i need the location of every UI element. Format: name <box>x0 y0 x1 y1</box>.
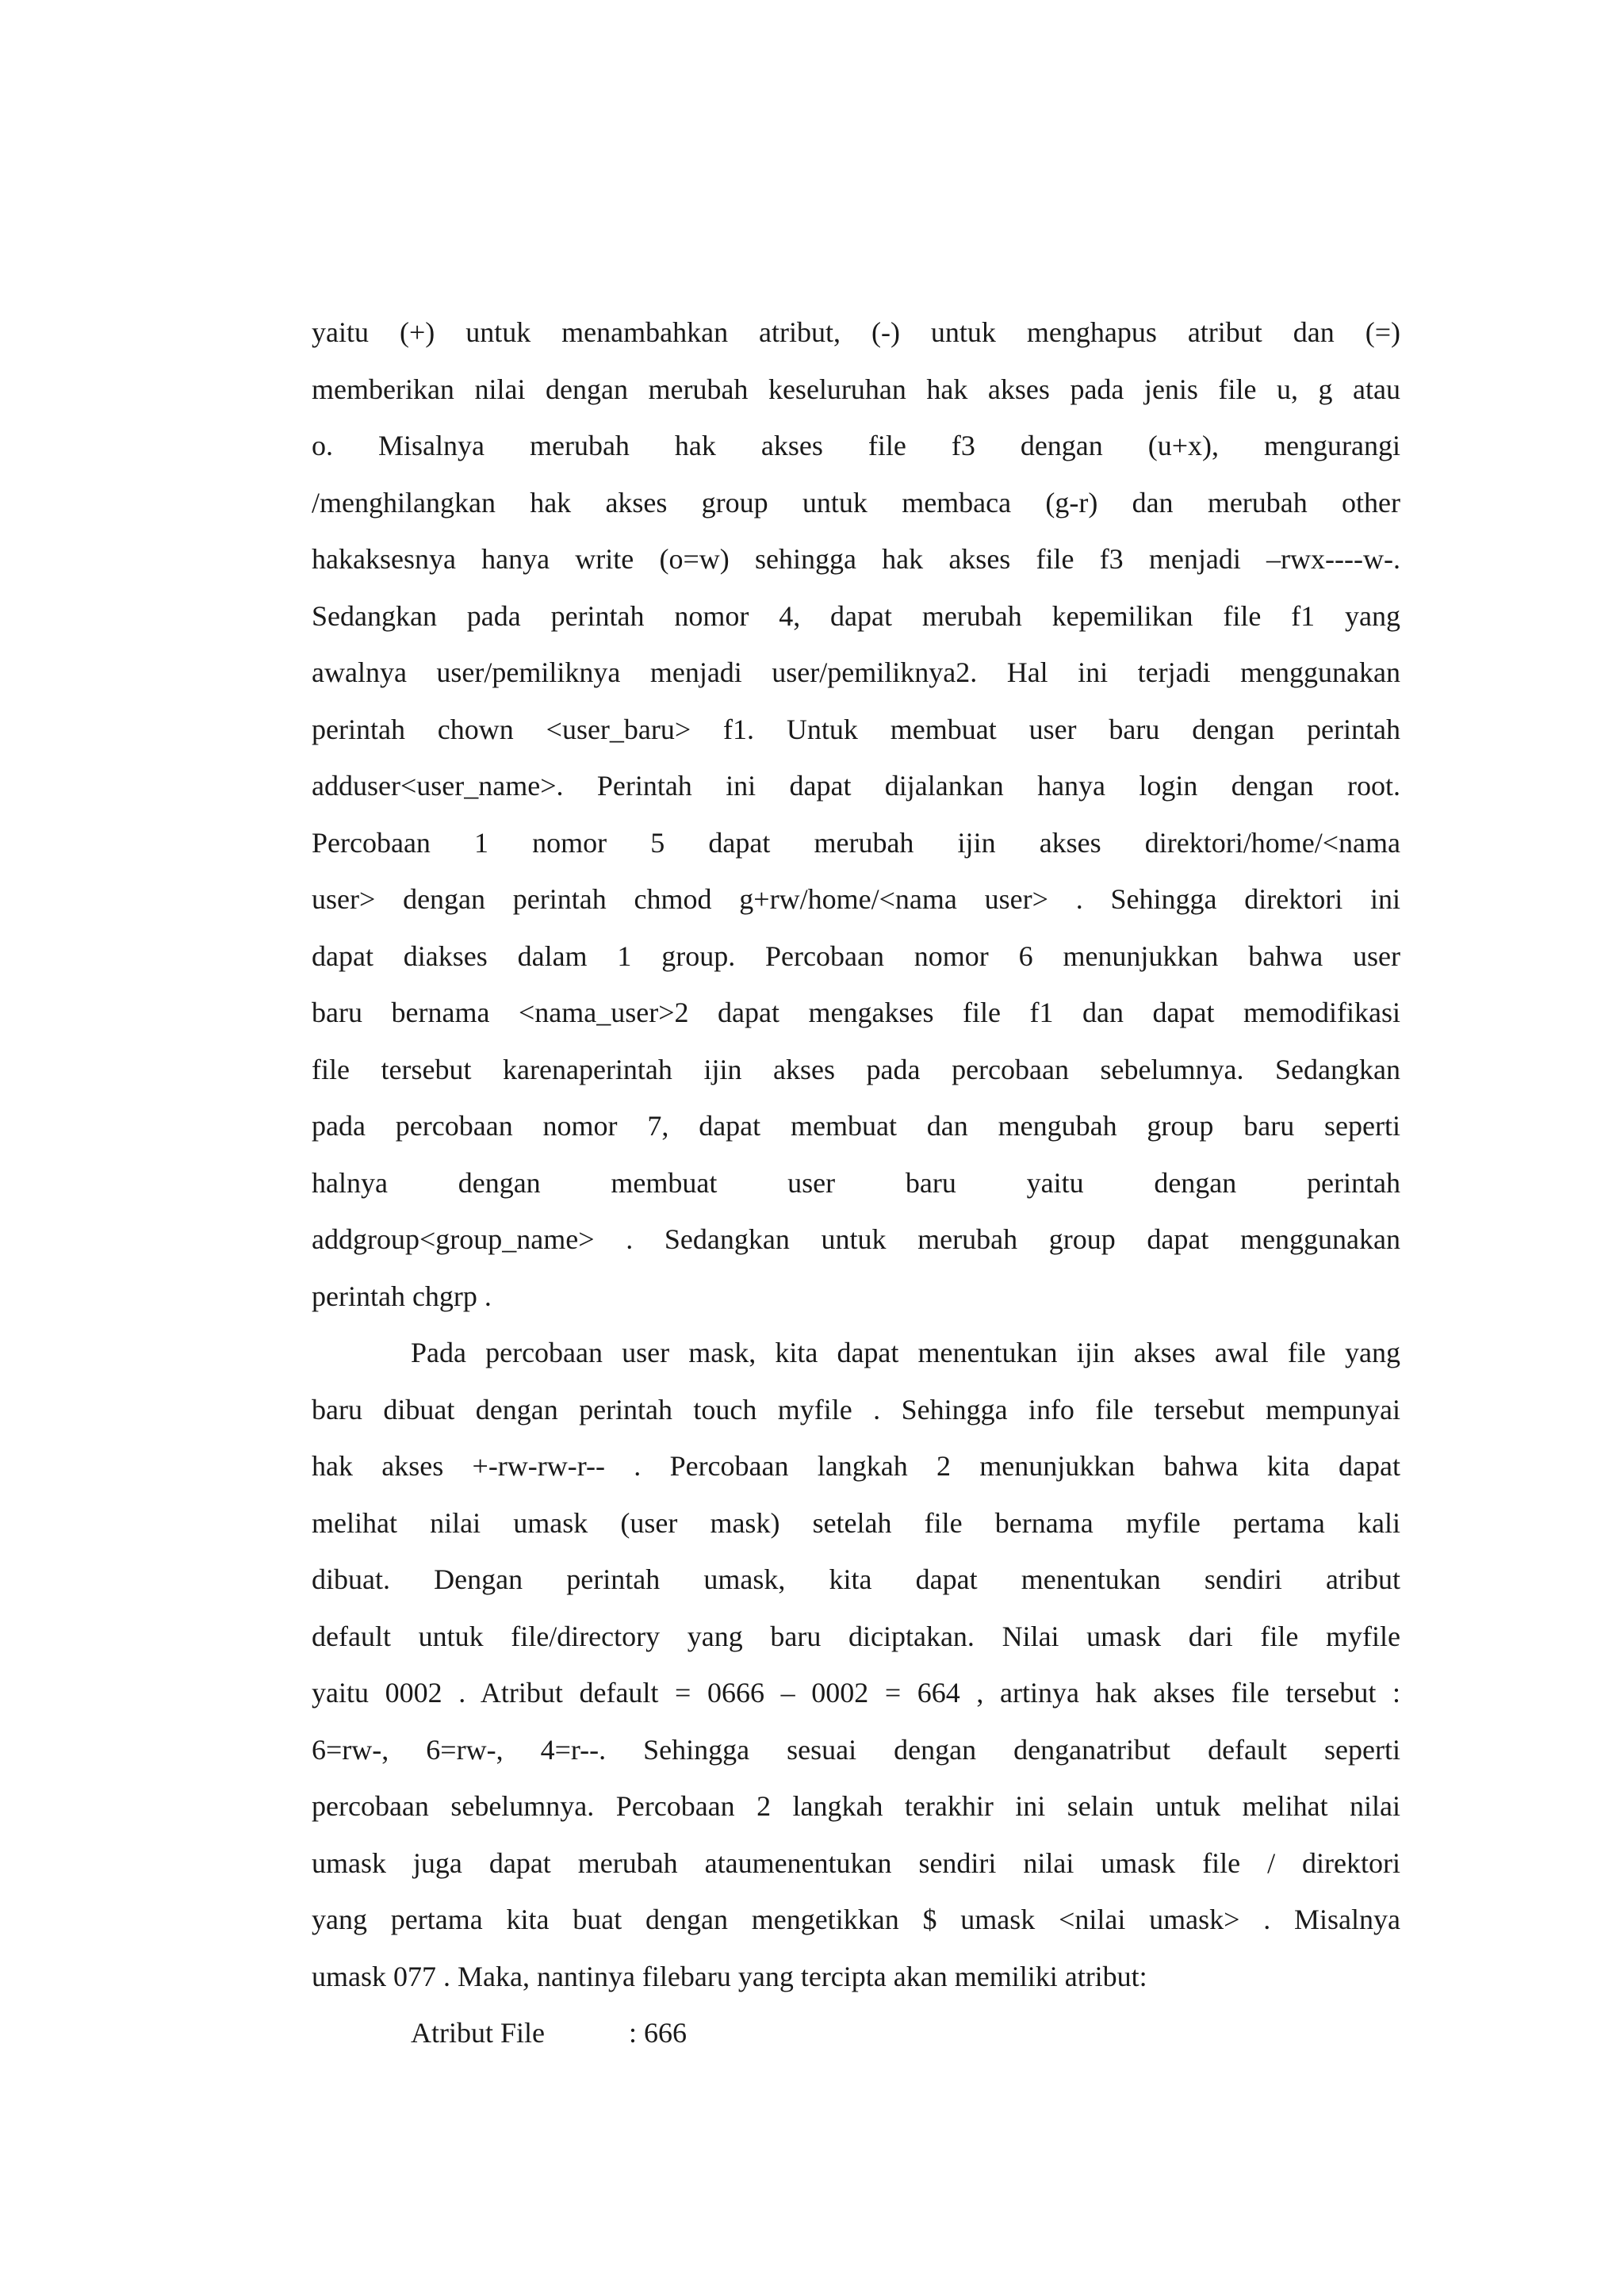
text-line: halnya dengan membuat user baru yaitu dengan perintah <box>312 1166 1400 1199</box>
text-line: dibuat. Dengan perintah umask, kita dapat menentukan sendiri atribut <box>312 1563 1400 1595</box>
text-line: Pada percobaan user mask, kita dapat menentukan ijin akses awal file yang <box>411 1337 1400 1368</box>
text-line: perintah chgrp . <box>312 1280 492 1312</box>
text-line: addgroup<group_name> . Sedangkan untuk merubah group dapat menggunakan <box>312 1223 1400 1255</box>
text-line: memberikan nilai dengan merubah keseluruhan hak akses pada jenis file u, g atau <box>312 373 1400 405</box>
text-line: hak akses +-rw-rw-r-- . Percobaan langkah 2 menunjukkan bahwa kita dapat <box>312 1450 1400 1482</box>
text-line: umask 077 . Maka, nantinya filebaru yang tercipta akan memiliki atribut: <box>312 1960 1147 1992</box>
text-line: file tersebut karenaperintah ijin akses pada percobaan sebelumnya. Sedangkan <box>312 1053 1400 1085</box>
text-line: Sedangkan pada perintah nomor 4, dapat merubah kepemilikan file f1 yang <box>312 599 1400 632</box>
attribute-value: : 666 <box>629 2017 688 2049</box>
text-line: baru dibuat dengan perintah touch myfile . Sehingga info file tersebut mempunyai <box>312 1393 1400 1425</box>
text-line: awalnya user/pemiliknya menjadi user/pemiliknya2. Hal ini terjadi menggunakan <box>312 656 1400 688</box>
paragraph-1 <box>312 304 1400 1325</box>
text-line: yaitu 0002 . Atribut default = 0666 – 0002 = 664 , artinya hak akses file tersebut : <box>312 1677 1400 1709</box>
text-line: adduser<user_name>. Perintah ini dapat dijalankan hanya login dengan root. <box>312 770 1400 802</box>
text-line: dapat diakses dalam 1 group. Percobaan nomor 6 menunjukkan bahwa user <box>312 939 1400 972</box>
attribute-line <box>312 2005 1400 2062</box>
document-body <box>312 304 1400 2062</box>
text-line: percobaan sebelumnya. Percobaan 2 langkah terakhir ini selain untuk melihat nilai <box>312 1790 1400 1822</box>
text-line: perintah chown <user_baru> f1. Untuk membuat user baru dengan perintah <box>312 713 1400 745</box>
text-line: default untuk file/directory yang baru diciptakan. Nilai umask dari file myfile <box>312 1620 1400 1652</box>
attribute-label: Atribut File <box>411 2017 545 2049</box>
text-line: yang pertama kita buat dengan mengetikkan $ umask <nilai umask> . Misalnya <box>312 1904 1400 1935</box>
text-line: /menghilangkan hak akses group untuk membaca (g-r) dan merubah other <box>312 486 1400 519</box>
text-line: user> dengan perintah chmod g+rw/home/<nama user> . Sehingga direktori ini <box>312 883 1400 915</box>
text-line: umask juga dapat merubah ataumenentukan sendiri nilai umask file / direktori <box>312 1846 1400 1879</box>
text-line: yaitu (+) untuk menambahkan atribut, (-) untuk menghapus atribut dan (=) <box>312 316 1400 348</box>
paragraph-2 <box>312 1325 1400 2005</box>
text-line: o. Misalnya merubah hak akses file f3 dengan (u+x), mengurangi <box>312 430 1400 461</box>
text-line: pada percobaan nomor 7, dapat membuat dan mengubah group baru seperti <box>312 1110 1400 1142</box>
text-line: baru bernama <nama_user>2 dapat mengakses file f1 dan dapat memodifikasi <box>312 997 1400 1028</box>
text-line: Percobaan 1 nomor 5 dapat merubah ijin akses direktori/home/<nama <box>312 826 1400 859</box>
text-line: melihat nilai umask (user mask) setelah file bernama myfile pertama kali <box>312 1506 1400 1539</box>
text-line: hakaksesnya hanya write (o=w) sehingga hak akses file f3 menjadi –rwx----w-. <box>312 543 1400 575</box>
text-line: 6=rw-, 6=rw-, 4=r--. Sehingga sesuai dengan denganatribut default seperti <box>312 1733 1400 1766</box>
